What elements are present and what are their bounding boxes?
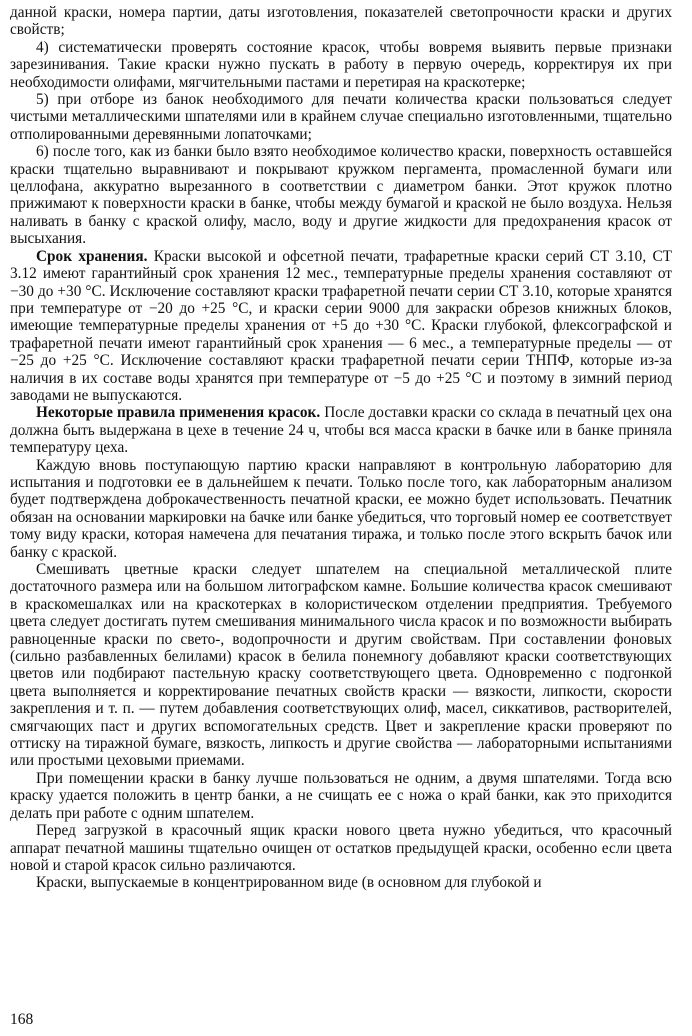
paragraph-4 [10, 143, 672, 247]
paragraph-usage-rules [10, 404, 672, 456]
paragraph-text: Смешивать цветные краски следует шпателем на специальной металлической плите достаточного размера или на большом литографском камне. Большие количества красок смешивают в краскомешалках или на краскотерках в колористическом отделении предприятия. Требуемого цвета следует достигать путем смешивания минимального числа красок и по возможности выбирать равноценные краски по свето-, водопрочности и другим свойствам. При составлении фоновых (сильно разбавленных белилами) красок в белила понемногу добавляют краски соответствующих цветов или подбирают пастельную краску соответствующего цвета. Одновременно с подгонкой цвета выполняется и корректирование печатных свойств краски — вязкости, липкости, скорости закрепления и т. п. — путем добавления соответствующих олиф, масел, сиккативов, растворителей, смягчающих паст и других вспомогательных средств. Цвет и закрепление краски проверяют по оттиску на тиражной бумаге, вязкость, липкость и другие свойства — лабораторными испытаниями или простыми цеховыми приемами. [10, 561, 672, 770]
paragraph-text: При помещении краски в банку лучше пользоваться не одним, а двумя шпателями. Тогда всю краску удается положить в центр банки, а не счищать ее с ножа о край банки, как это приходится делать при работе с одним шпателем. [10, 769, 672, 822]
paragraph-11 [10, 874, 672, 891]
paragraph-text: 4) систематически проверять состояние красок, чтобы вовремя выявить первые признаки зарезинивания. Такие краски нужно пускать в работу в первую очередь, корректируя их при необходимости олифами, мягчительными пастами и перетирая на краскотерке; [10, 38, 672, 91]
paragraph-text: Каждую вновь поступающую партию краски направляют в контрольную лабораторию для испытания и подготовки ее в дальнейшем к печати. Только после того, как лабораторным анализом будет подтверждена доброкачественность печатной краски, ее можно будет использовать. Печатник обязан на основании маркировки на бачке или банке убедиться, что торговый номер ее соответствует тому виду краски, которая намечена для печатания тиража, и только после этого вскрыть бачок или банку с краской. [10, 456, 672, 561]
paragraph-text: Перед загрузкой в красочный ящик краски нового цвета нужно убедиться, что красочный аппарат печатной машины тщательно очищен от остатков предыдущей краски, особенно если цвета новой и старой красок сильно различаются. [10, 822, 672, 874]
paragraph-heading: Некоторые правила применения красок. [36, 404, 321, 422]
paragraph-text: данной краски, номера партии, даты изготовления, показателей светопрочности краски и других свойств; [10, 4, 672, 39]
paragraph-7 [10, 457, 672, 561]
paragraph-heading: Срок хранения. [36, 247, 148, 265]
paragraph-text: Краски, выпускаемые в концентрированном виде (в основном для глубокой и [36, 874, 542, 892]
paragraph-text: Краски высокой и офсетной печати, трафаретные краски серий СТ 3.10, СТ 3.12 имеют гарантийный срок хранения 12 мес., температурные пределы хранения составляют от −30 до +30 °С. Исключение составляют краски трафаретной печати серии СТ 3.10, которые хранятся при температуре от −20 до +25 °С, и краски серии 9000 для закраски обрезов книжных блоков, имеющие температурные пределы хранения от +5 до +30 °С. Краски глубокой, флексографской и трафаретной печати имеют гарантийный срок хранения — 6 мес., а температурные пределы — от −25 до +25 °С. Исключение составляют краски трафаретной печати серии ТНПФ, которые из-за наличия в их составе воды хранятся при температуре от −5 до +25 °С и поэтому в зимний период заводами не выпускаются. [10, 247, 673, 404]
paragraph-2 [10, 39, 672, 91]
page-number: 168 [10, 1011, 34, 1028]
paragraph-3 [10, 91, 672, 143]
paragraph-text: После доставки краски со склада в печатный цех она должна быть выдержана в цехе в течение 24 ч, чтобы вся масса краски в бачке или в банке приняла температуру цеха. [10, 404, 672, 457]
paragraph-text: 5) при отборе из банок необходимого для печати количества краски пользоваться следует чистыми металлическими шпателями или в крайнем случае специально изготовленными, тщательно отполированными деревянными лопаточками; [10, 91, 672, 143]
paragraph-9 [10, 770, 672, 822]
paragraph-text: 6) после того, как из банки было взято необходимое количество краски, поверхность оставшейся краски тщательно выравнивают и покрывают кружком пергамента, промасленной бумаги или целлофана, аккуратно вырезанного в соответствии с диаметром банки. Этот кружок плотно прижимают к поверхности краски в банке, чтобы между бумагой и краской не было воздуха. Нельзя наливать в банку с краской олифу, масло, воду и другие жидкости для предохранения красок от высыхания. [10, 143, 672, 248]
paragraph-10 [10, 822, 672, 874]
page-body [10, 4, 672, 892]
paragraph-storage-period [10, 248, 672, 405]
paragraph-8 [10, 561, 672, 770]
paragraph-1 [10, 4, 672, 39]
